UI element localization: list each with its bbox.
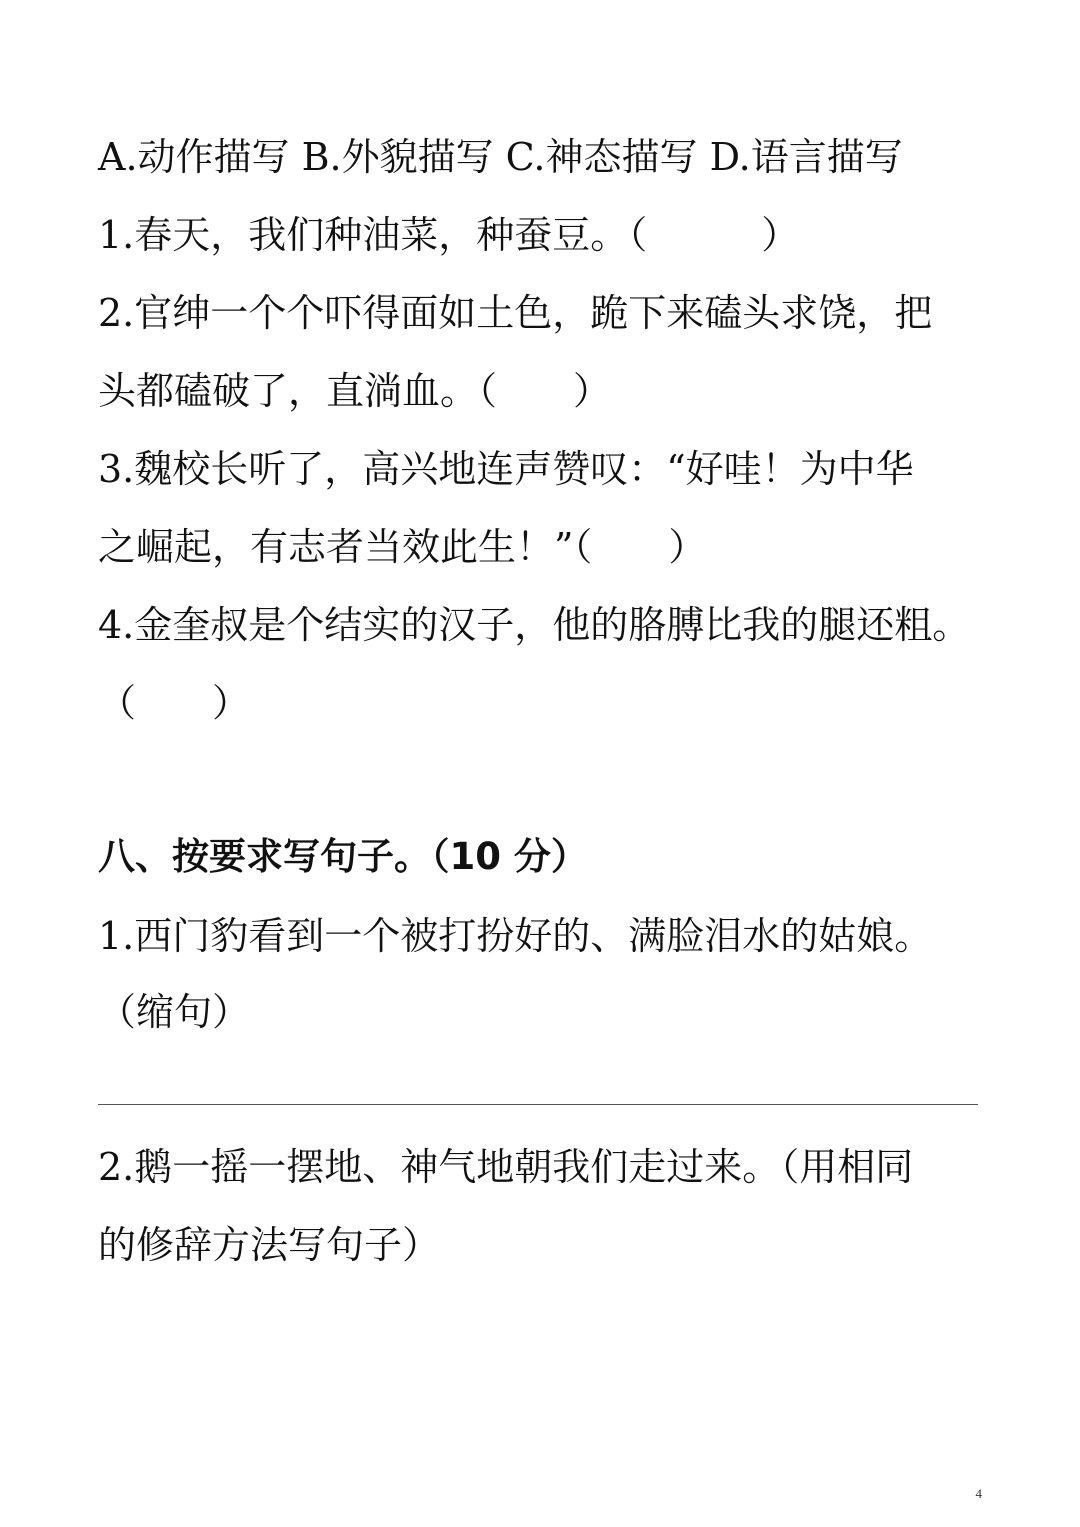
- answer-options-line: A.动作描写 B.外貌描写 C.神态描写 D.语言描写: [98, 135, 903, 179]
- question-2-line-2: 头都磕破了，直淌血。（ ）: [98, 369, 612, 413]
- answer-line: [98, 1104, 978, 1105]
- question-1-line-1: 1.春天，我们种油菜，种蚕豆。（ ）: [98, 213, 800, 257]
- rewrite-question-1-line-1: 1.西门豹看到一个被打扮好的、满脸泪水的姑娘。: [98, 914, 933, 958]
- question-2-line-1: 2.官绅一个个吓得面如土色，跪下来磕头求饶，把: [98, 291, 933, 335]
- rewrite-question-1-line-2: （缩句）: [98, 990, 251, 1034]
- section-8-heading: 八、按要求写句子。（10 分）: [98, 835, 588, 878]
- rewrite-question-2-line-2: 的修辞方法写句子）: [98, 1223, 441, 1267]
- page-number: 4: [975, 1486, 982, 1501]
- rewrite-question-2-line-1: 2.鹅一摇一摆地、神气地朝我们走过来。（用相同: [98, 1145, 914, 1189]
- question-4-line-1: 4.金奎叔是个结实的汉子，他的胳膊比我的腿还粗。: [98, 603, 971, 647]
- question-3-line-1: 3.魏校长听了，高兴地连声赞叹：“好哇！为中华: [98, 447, 914, 491]
- question-3-line-2: 之崛起，有志者当效此生！”（ ）: [98, 525, 707, 569]
- question-4-line-2: （ ）: [98, 681, 251, 725]
